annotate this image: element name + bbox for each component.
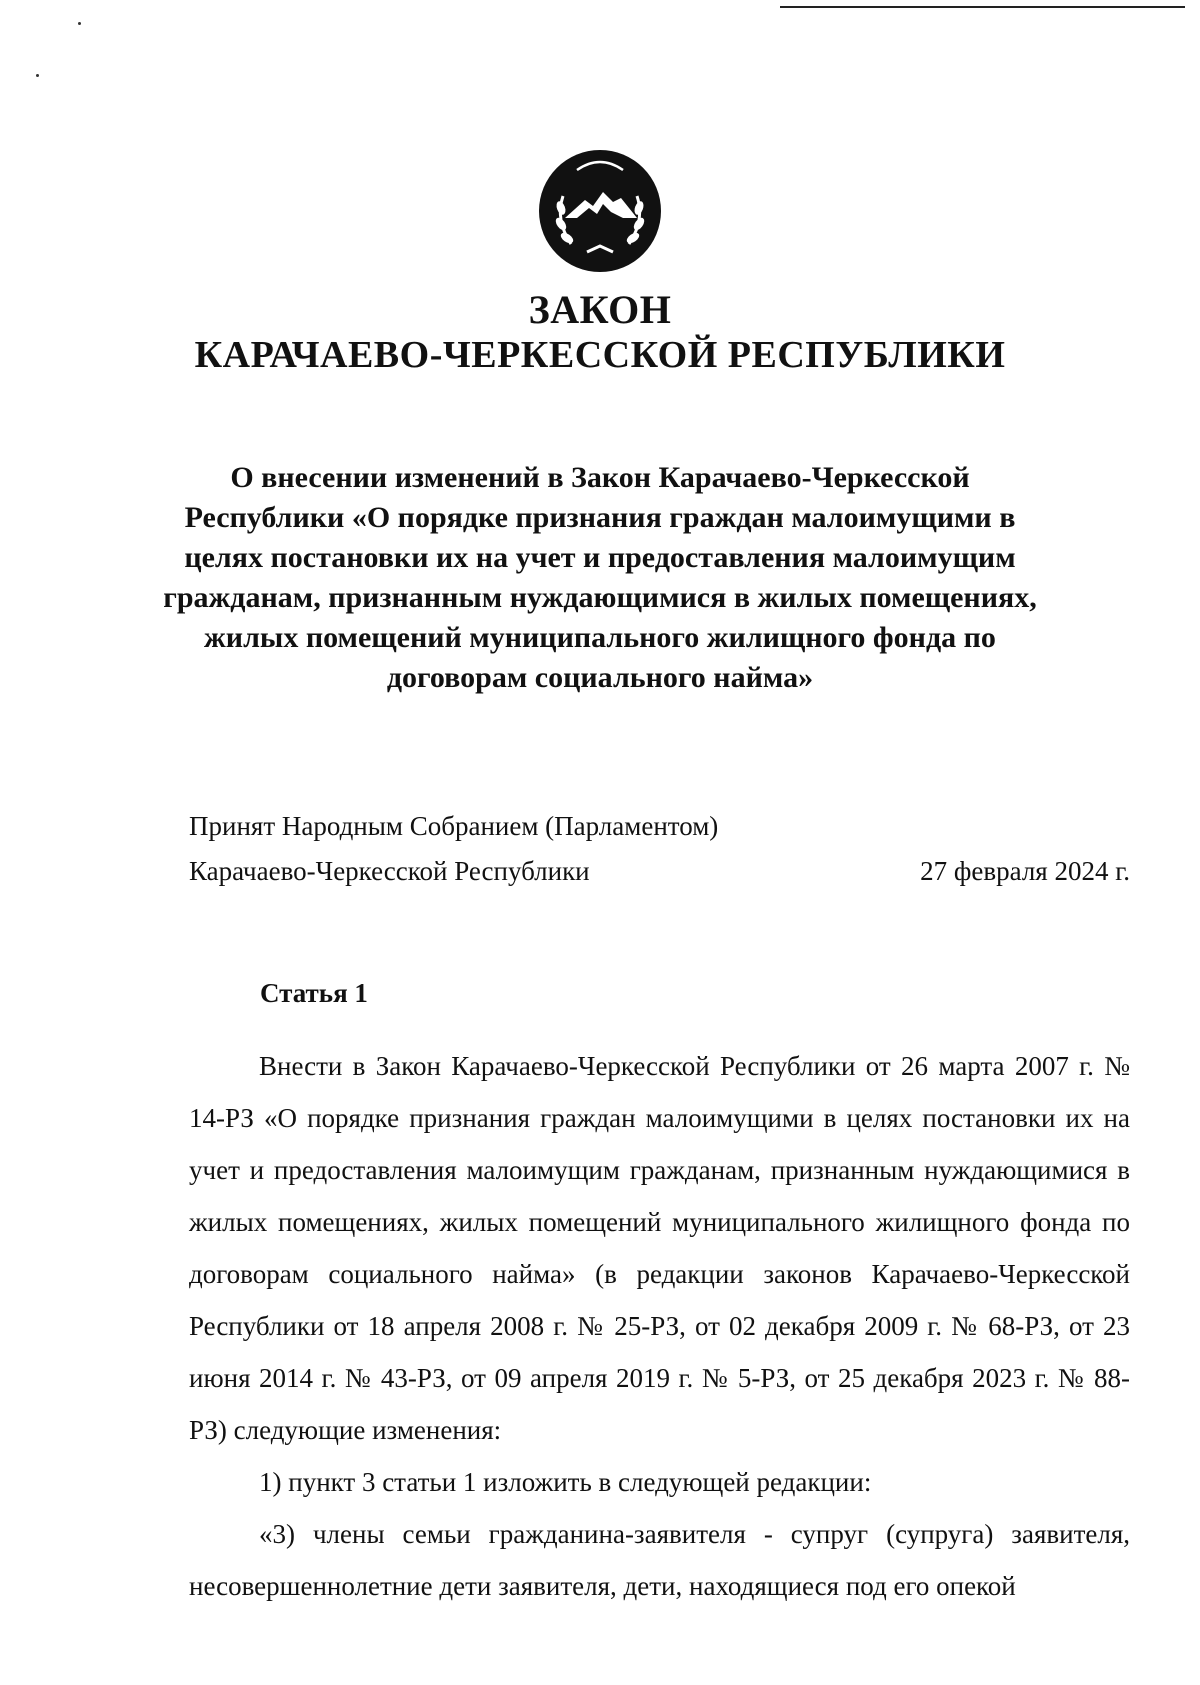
scan-top-rule <box>780 6 1185 8</box>
scan-speck <box>78 22 81 25</box>
republic-emblem-icon <box>537 148 663 274</box>
adoption-block <box>189 804 718 894</box>
adoption-region: Карачаево-Черкесской Республики <box>189 856 590 886</box>
adoption-date: 27 февраля 2024 г. <box>920 856 1130 886</box>
article-heading: Статья 1 <box>260 978 368 1008</box>
law-title-region: КАРАЧАЕВО-ЧЕРКЕССКОЙ РЕСПУБЛИКИ <box>194 334 1006 376</box>
article-paragraph: Внести в Закон Карачаево-Черкесской Республики от 26 марта 2007 г. № 14-РЗ «О порядке признания граждан малоимущими в целях постановки их на учет и предоставления малоимущим гражданам, признанным нуждающимися в жилых помещениях, жилых помещений муниципального жилищного фонда по договорам социального найма» (в редакции законов Карачаево-Черкесской Республики от 18 апреля 2008 г. № 25-РЗ, от 02 декабря 2009 г. № 68-РЗ, от 23 июня 2014 г. № 43-РЗ, от 09 апреля 2019 г. № 5-РЗ, от 25 декабря 2023 г. № 88-РЗ) следующие изменения: <box>189 1051 1130 1445</box>
article-body <box>189 1040 1130 1612</box>
adoption-body: Принят Народным Собранием (Парламентом) <box>189 811 719 841</box>
scan-speck <box>36 74 39 77</box>
law-title: ЗАКОН <box>528 287 672 332</box>
law-subject: О внесении изменений в Закон Карачаево-Черкесской Республики «О порядке признания граждан малоимущими в целях постановки их на учет и предоставления малоимущим гражданам, признанным нуждающимися в жилых помещениях, жилых помещений муниципального жилищного фонда по договорам социального найма» <box>163 461 1037 694</box>
article-paragraph: «3) члены семьи гражданина-заявителя - супруг (супруга) заявителя, несовершеннолетние дети заявителя, дети, находящиеся под его опекой <box>189 1519 1130 1601</box>
article-paragraph: 1) пункт 3 статьи 1 изложить в следующей редакции: <box>259 1467 872 1497</box>
